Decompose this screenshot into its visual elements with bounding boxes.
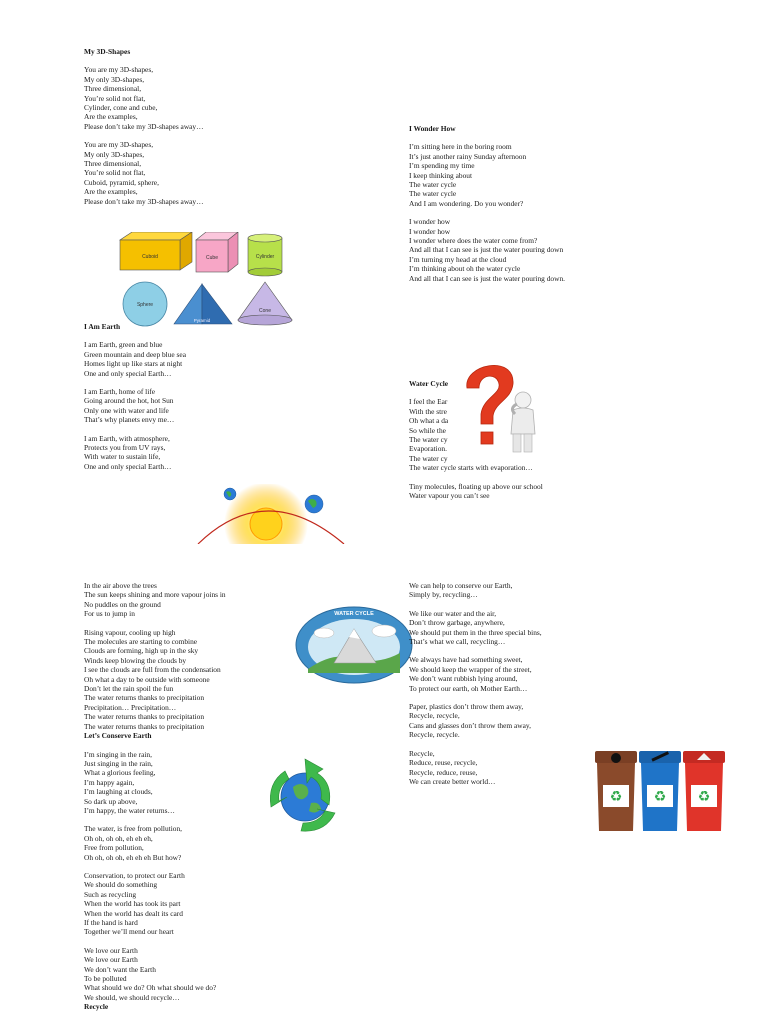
3d-shapes-illustration xyxy=(118,232,298,328)
cone-shape xyxy=(238,282,292,325)
poem-line: We don’t want the Earth xyxy=(84,964,156,974)
poem-line: Green mountain and deep blue sea xyxy=(84,349,186,359)
poem-line: Don’t throw garbage, anywhere, xyxy=(409,618,505,628)
poem-line: Oh what a da xyxy=(409,416,449,426)
poem-line: Water vapour you can’t see xyxy=(409,491,490,501)
poem-line: To protect our earth, oh Mother Earth… xyxy=(409,683,528,693)
poem-line: You’re solid not flat, xyxy=(84,93,146,103)
poem-line: We should, we should recycle… xyxy=(84,992,180,1002)
poem-line: So while the xyxy=(409,425,446,435)
poem-line: Simply by, recycling… xyxy=(409,590,478,600)
stanza-1 xyxy=(409,581,542,600)
poem-line: The water cycle xyxy=(409,180,457,190)
poem-line: Precipitation… Precipitation… xyxy=(84,702,177,712)
poem-line: I’m happy, the water returns… xyxy=(84,805,175,815)
stanza-5 xyxy=(84,871,226,937)
poem-line: With the stre xyxy=(409,406,447,416)
poem-line: And all that I can see is just the water pouring down. xyxy=(409,273,565,283)
poem-line: The molecules are starting to combine xyxy=(84,637,198,647)
poem-line: Just singing in the rain, xyxy=(84,758,153,768)
svg-text:♻: ♻ xyxy=(697,789,711,805)
poem-line: For us to jump in xyxy=(84,609,135,619)
poem-line: Only one with water and life xyxy=(84,405,169,415)
poem-line: I’m laughing at clouds, xyxy=(84,787,153,797)
poem-line: One and only special Earth… xyxy=(84,461,172,471)
poem-line: It’s just another rainy Sunday afternoon xyxy=(409,151,527,161)
poem-line: Evaporation. xyxy=(409,444,447,454)
poem-line: Cuboid, pyramid, sphere, xyxy=(84,177,159,187)
blue-bin-icon xyxy=(639,751,681,831)
poem-line: Together we’ll mend our heart xyxy=(84,927,174,937)
poem-line: We don’t want rubbish lying around, xyxy=(409,674,518,684)
stanza-1 xyxy=(409,142,565,208)
poem-line: Such as recycling xyxy=(84,889,137,899)
poem-title: I Am Earth xyxy=(84,322,121,331)
poem-line: Tiny molecules, floating up above our school xyxy=(409,481,543,491)
question-figure-illustration xyxy=(453,358,545,454)
poem-line: Cans and glasses don’t throw them away, xyxy=(409,720,531,730)
poem-title: I Wonder How xyxy=(409,124,456,133)
poem-line: You’re solid not flat, xyxy=(84,168,146,178)
poem-line: Protects you from UV rays, xyxy=(84,443,166,453)
cuboid-shape xyxy=(120,232,192,270)
poem-title: Water Cycle xyxy=(409,379,449,388)
poem-my-3d-shapes xyxy=(84,47,204,206)
stanza-2 xyxy=(409,609,542,647)
poem-line: The sun keeps shining and more vapour joins in xyxy=(84,590,226,600)
poem-line: In the air above the trees xyxy=(84,581,157,590)
poem-line: We can create better world… xyxy=(409,776,496,786)
poem-line: Winds keep blowing the clouds by xyxy=(84,655,187,665)
poem-i-am-earth xyxy=(84,322,186,471)
poem-line: I’m happy again, xyxy=(84,777,135,787)
poem-line: The water cycle xyxy=(409,189,457,199)
svg-text:Cube: Cube xyxy=(206,255,218,261)
stanza-4 xyxy=(409,702,542,740)
stanza-5 xyxy=(409,749,542,787)
stanza-2 xyxy=(84,140,204,206)
poem-line: I see the clouds are full from the condensation xyxy=(84,665,221,675)
svg-text:Cone: Cone xyxy=(259,308,271,314)
poem-line: When the world has took its part xyxy=(84,899,181,909)
poem-line: Homes light up like stars at night xyxy=(84,359,183,369)
stanza-2 xyxy=(409,217,565,283)
poem-line: Oh what a day to be outside with someone xyxy=(84,674,210,684)
poem-line: Three dimensional, xyxy=(84,159,142,169)
poem-line: Please don’t take my 3D-shapes away… xyxy=(84,121,204,131)
poem-line: We always have had something sweet, xyxy=(409,655,523,665)
stanza-4 xyxy=(84,824,226,862)
poem-precipitation xyxy=(84,581,226,1012)
poem-line: I keep thinking about xyxy=(409,170,473,180)
poem-line: Paper, plastics don’t throw them away, xyxy=(409,702,524,712)
poem-line: I am Earth, with atmosphere, xyxy=(84,433,170,443)
poem-line: When the world has dealt its card xyxy=(84,908,183,918)
poem-i-wonder-how xyxy=(409,124,565,283)
poem-line: What a glorious feeling, xyxy=(84,768,156,778)
person-figure-icon xyxy=(511,392,535,452)
poem-line: I wonder how xyxy=(409,217,451,227)
poem-line: We should put them in the three special bins, xyxy=(409,627,542,637)
stanza-1 xyxy=(84,581,226,619)
poem-line: To be polluted xyxy=(84,974,127,984)
poem-line: Don’t let the rain spoil the fun xyxy=(84,684,174,694)
poem-line: The water cy xyxy=(409,453,448,463)
poem-line: Recycle, recycle. xyxy=(409,730,460,740)
poem-title: My 3D-Shapes xyxy=(84,47,131,56)
svg-text:WATER CYCLE: WATER CYCLE xyxy=(334,611,374,617)
svg-text:Cuboid: Cuboid xyxy=(142,254,158,260)
poem-line: I’m spending my time xyxy=(409,161,475,171)
poem-line: Recycle, xyxy=(409,748,435,758)
poem-line: Recycle, recycle, xyxy=(409,711,460,721)
svg-text:Cylinder: Cylinder xyxy=(255,254,275,260)
poem-line: I’m sitting here in the boring room xyxy=(409,142,512,152)
poem-line: We should keep the wrapper of the street, xyxy=(409,664,532,674)
poem-line: So dark up above, xyxy=(84,796,138,806)
poem-line: The water cy xyxy=(409,435,448,445)
poem-line: The water returns thanks to precipitation xyxy=(84,712,205,722)
water-cycle-diagram xyxy=(294,603,414,685)
poem-line: The water cycle starts with evaporation… xyxy=(409,463,533,473)
poem-line: The water returns thanks to precipitation xyxy=(84,721,205,731)
poem-line: We can help to conserve our Earth, xyxy=(409,581,513,590)
svg-text:Pyramid: Pyramid xyxy=(193,318,211,323)
poem-line: That’s why planets envy me… xyxy=(84,415,175,425)
recycle-globe-icon xyxy=(263,753,347,837)
poem-line: If the hand is hard xyxy=(84,918,138,927)
poem-line: You are my 3D-shapes, xyxy=(84,65,154,75)
section-heading: Let’s Conserve Earth xyxy=(84,731,152,741)
poem-line: I’m singing in the rain, xyxy=(84,749,152,759)
poem-line: I wonder where does the water come from? xyxy=(409,236,538,246)
poem-line: My only 3D-shapes, xyxy=(84,149,145,159)
poem-line: Oh oh, oh oh, eh eh eh, xyxy=(84,833,153,843)
poem-line: We love our Earth xyxy=(84,945,138,955)
poem-line: I am Earth, green and blue xyxy=(84,340,163,350)
poem-line: Clouds are forming, high up in the sky xyxy=(84,646,199,656)
svg-text:Sphere: Sphere xyxy=(136,302,154,308)
poem-line: Recycle, reduce, reuse, xyxy=(409,767,478,777)
poem-line: Going around the hot, hot Sun xyxy=(84,396,174,406)
poem-line: One and only special Earth… xyxy=(84,368,172,378)
poem-line: And all that I can see is just the water pouring down xyxy=(409,245,564,255)
svg-text:♻: ♻ xyxy=(609,789,623,805)
stanza-3 xyxy=(409,655,542,693)
poem-line: My only 3D-shapes, xyxy=(84,74,145,84)
stanza-6 xyxy=(84,946,226,1002)
poem-line: What should we do? Oh what should we do? xyxy=(84,983,217,993)
poem-line: With water to sustain life, xyxy=(84,452,161,462)
poem-line: Are the examples, xyxy=(84,187,138,197)
poem-line: I feel the Ear xyxy=(409,397,448,407)
pyramid-shape xyxy=(174,284,232,324)
poem-line: The water, is free from pollution, xyxy=(84,824,183,834)
stanza-3 xyxy=(84,750,226,816)
poem-line: Conservation, to protect our Earth xyxy=(84,870,185,880)
poem-line: I’m thinking about oh the water cycle xyxy=(409,264,521,274)
cube-shape xyxy=(196,232,238,272)
stanza-1 xyxy=(84,340,186,378)
poem-line: The water returns thanks to precipitation xyxy=(84,693,205,703)
svg-text:♻: ♻ xyxy=(653,789,667,805)
stanza-2 xyxy=(84,387,186,425)
stanza-2 xyxy=(409,482,543,501)
poem-line: Cylinder, cone and cube, xyxy=(84,103,158,113)
poem-line: I’m turning my head at the cloud xyxy=(409,254,507,264)
sun-orbit-illustration xyxy=(196,484,348,544)
poem-line: Reduce, reuse, recycle, xyxy=(409,758,478,768)
stanza-3 xyxy=(84,434,186,472)
poem-line: You are my 3D-shapes, xyxy=(84,140,154,150)
poem-recycle xyxy=(409,581,542,786)
poem-line: I wonder how xyxy=(409,226,451,236)
poem-line: Are the examples, xyxy=(84,112,138,122)
poem-line: Three dimensional, xyxy=(84,84,142,94)
poem-line: We love our Earth xyxy=(84,955,138,965)
poem-line: That’s what we call, recycling… xyxy=(409,637,506,647)
stanza-2 xyxy=(84,628,226,731)
stanza-1 xyxy=(84,65,204,131)
poem-line: Please don’t take my 3D-shapes away… xyxy=(84,196,204,206)
red-bin-icon xyxy=(683,751,725,831)
poem-line: We should do something xyxy=(84,880,158,890)
cylinder-shape xyxy=(248,234,282,276)
sphere-shape xyxy=(123,282,167,326)
brown-bin-icon xyxy=(595,751,637,831)
poem-line: Oh oh, oh oh, eh eh eh But how? xyxy=(84,852,182,862)
poem-line: No puddles on the ground xyxy=(84,599,161,609)
section-heading: Recycle xyxy=(84,1002,109,1012)
poem-line: Rising vapour, cooling up high xyxy=(84,627,176,637)
poem-line: Free from pollution, xyxy=(84,843,144,853)
recycling-bins-illustration xyxy=(593,749,727,835)
poem-line: And I am wondering. Do you wonder? xyxy=(409,198,524,208)
poem-line: We like our water and the air, xyxy=(409,608,497,618)
poem-line: I am Earth, home of life xyxy=(84,387,156,397)
